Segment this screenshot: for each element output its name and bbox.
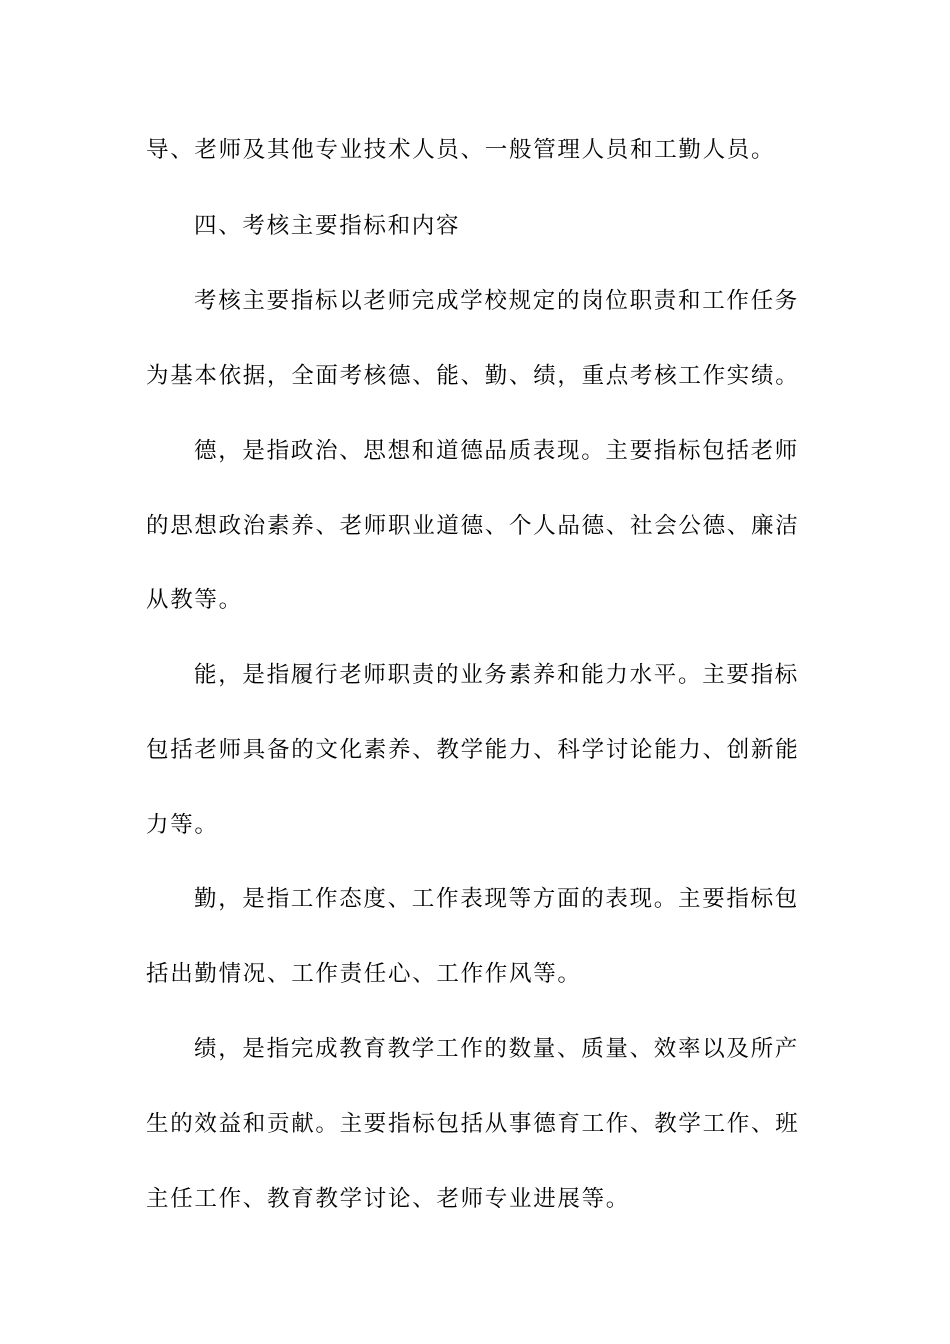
text-line: 包括老师具备的文化素养、教学能力、科学讨论能力、创新能 [146, 737, 800, 763]
section-heading: 四、考核主要指标和内容 [194, 213, 461, 239]
text-line: 勤，是指工作态度、工作表现等方面的表现。主要指标包 [194, 886, 800, 912]
text-line: 主任工作、教育教学讨论、老师专业进展等。 [146, 1186, 631, 1212]
text-line: 为基本依据，全面考核德、能、勤、绩，重点考核工作实绩。 [146, 363, 800, 389]
text-line: 生的效益和贡献。主要指标包括从事德育工作、教学工作、班 [146, 1111, 800, 1137]
text-line: 能，是指履行老师职责的业务素养和能力水平。主要指标 [194, 662, 800, 688]
text-line: 的思想政治素养、老师职业道德、个人品德、社会公德、廉洁 [146, 513, 800, 539]
text-line: 导、老师及其他专业技术人员、一般管理人员和工勤人员。 [146, 137, 776, 163]
text-line: 考核主要指标以老师完成学校规定的岗位职责和工作任务 [194, 288, 800, 314]
text-line: 绩，是指完成教育教学工作的数量、质量、效率以及所产 [194, 1036, 800, 1062]
text-line: 括出勤情况、工作责任心、工作作风等。 [146, 961, 582, 987]
text-line: 从教等。 [146, 587, 243, 613]
text-line: 力等。 [146, 812, 219, 838]
text-line: 德，是指政治、思想和道德品质表现。主要指标包括老师 [194, 438, 800, 464]
